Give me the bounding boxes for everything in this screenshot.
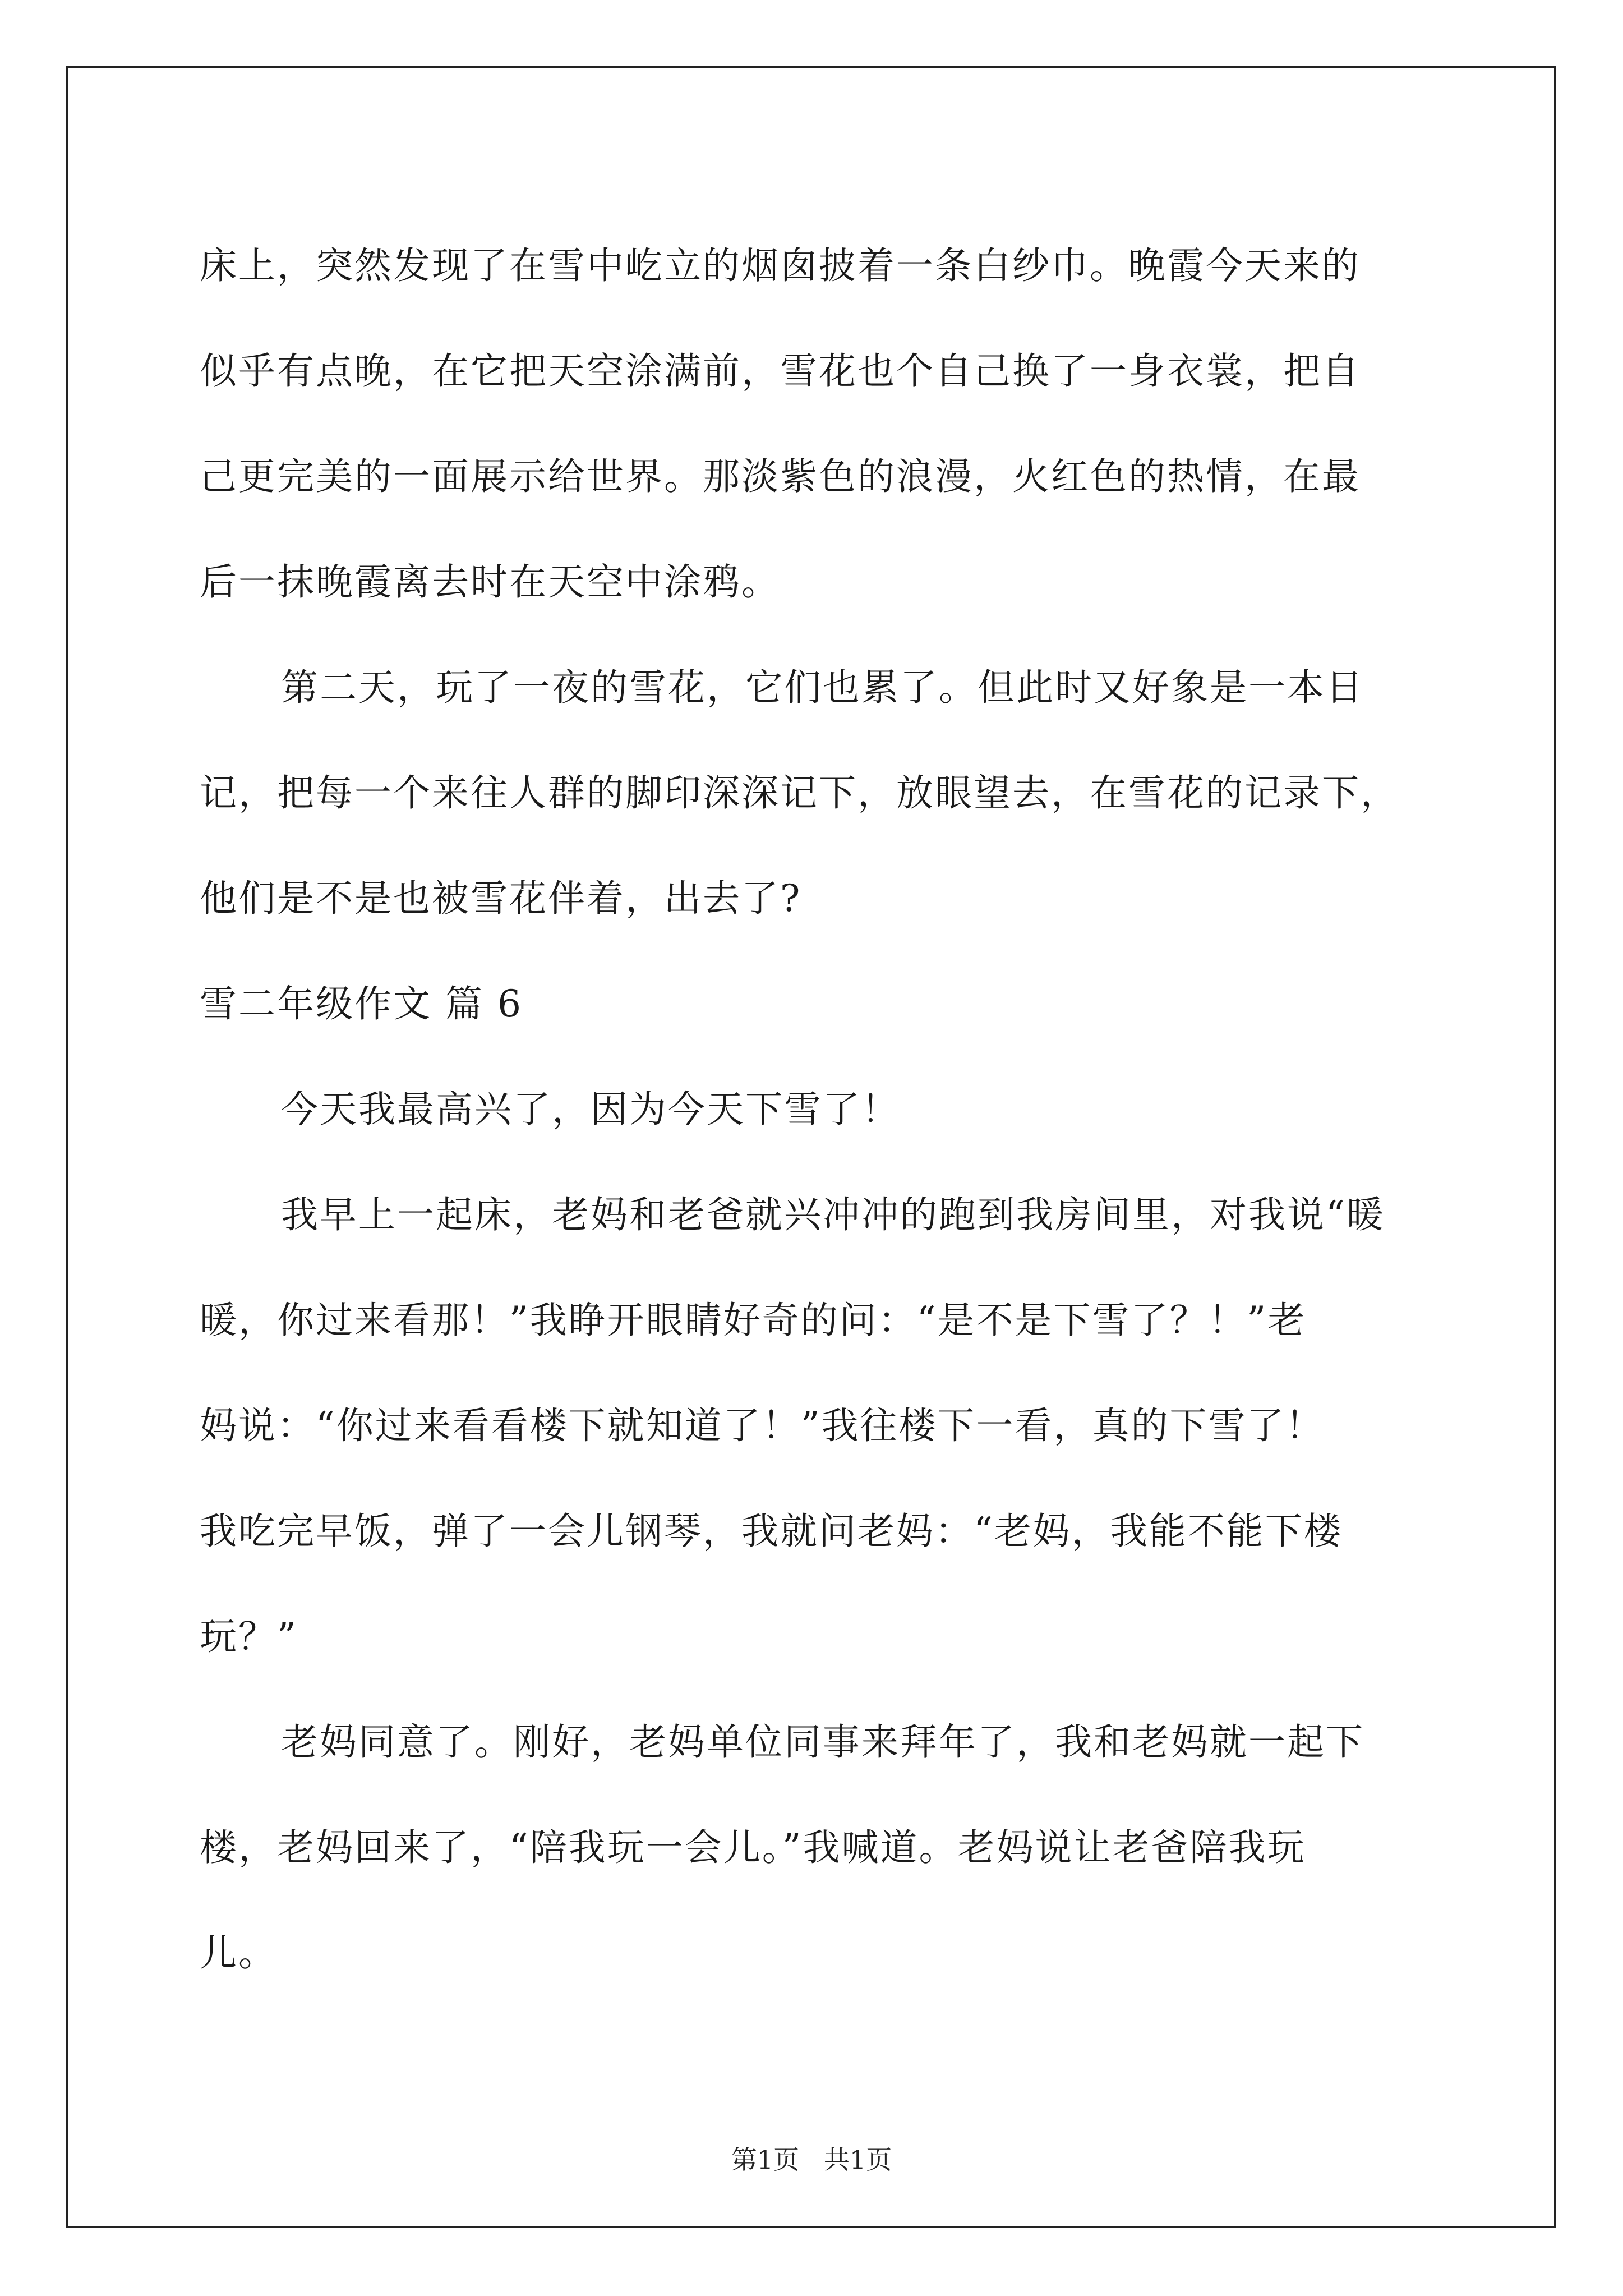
text-line: 似乎有点晚，在它把天空涂满前，雪花也个自己换了一身衣裳，把自 [200, 349, 1361, 393]
text-line: 儿。 [200, 1931, 277, 1975]
text-line: 今天我最高兴了，因为今天下雪了！ [281, 1088, 900, 1131]
text-line: 后一抹晚霞离去时在天空中涂鸦。 [200, 560, 780, 604]
section-heading: 雪二年级作文 篇 6 [200, 982, 523, 1025]
text-line: 床上，突然发现了在雪中屹立的烟囱披着一条白纱巾。晚霞今天来的 [200, 244, 1361, 287]
text-line: 玩？” [200, 1615, 298, 1658]
text-line: 我早上一起床，老妈和老爸就兴冲冲的跑到我房间里，对我说“暖 [281, 1193, 1385, 1236]
page-footer [0, 2143, 1623, 2177]
text-line: 老妈同意了。刚好，老妈单位同事来拜年了，我和老妈就一起下 [281, 1720, 1364, 1764]
text-line: 暖，你过来看那！”我睁开眼睛好奇的问：“是不是下雪了？！”老 [200, 1299, 1307, 1342]
text-line: 他们是不是也被雪花伴着，出去了? [200, 877, 802, 920]
text-line: 我吃完早饭，弹了一会儿钢琴，我就问老妈：“老妈，我能不能下楼 [200, 1510, 1343, 1553]
page-number: 第1页 共1页 [731, 2145, 892, 2175]
text-line: 第二天，玩了一夜的雪花，它们也累了。但此时又好象是一本日 [281, 666, 1364, 709]
text-line: 己更完美的一面展示给世界。那淡紫色的浪漫，火红色的热情，在最 [200, 455, 1361, 498]
text-line: 妈说：“你过来看看楼下就知道了！”我往楼下一看，真的下雪了！ [200, 1404, 1325, 1447]
text-line: 楼，老妈回来了，“陪我玩一会儿。”我喊道。老妈说让老爸陪我玩 [200, 1826, 1306, 1869]
document-body [200, 213, 1433, 2006]
text-line: 记，把每一个来往人群的脚印深深记下，放眼望去，在雪花的记录下， [200, 771, 1399, 815]
